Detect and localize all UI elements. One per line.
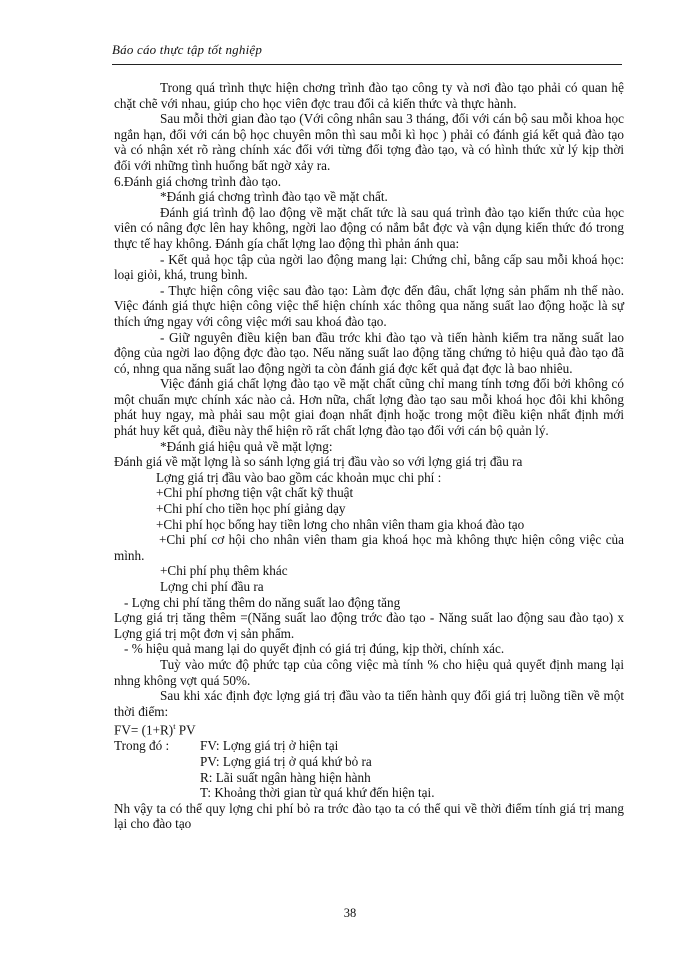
paragraph: Nh vậy ta có thể quy lợng chi phí bỏ ra trớc đào tạo ta có thể qui về thời điểm tính giá trị mang lại cho đào tạo	[114, 800, 624, 832]
page-number: 38	[343, 906, 357, 920]
paragraph: Sau khi xác định đợc lợng giá trị đầu vào ta tiến hành quy đổi giá trị luồng tiền về một thời điểm:	[114, 688, 624, 719]
bullet-paragraph: - Thực hiện công việc sau đào tạo: Làm đợc đến đâu, chất lợng sản phẩm nh thế nào. Việc đánh giá thực hiện công việc thể hiện chính xác thông qua năng suất lao động hoặc là sự thích ứng ngay với công việc mới sau khoá đào tạo.	[114, 282, 624, 329]
subheading: *Đánh giá hiệu quả về mặt lợng:	[160, 438, 333, 454]
definition-row	[114, 770, 624, 786]
header-divider	[112, 64, 622, 65]
formula	[114, 719, 624, 738]
paragraph: Trong quá trình thực hiện chơng trình đào tạo công ty và nơi đào tạo phải có quan hệ chặt chẽ với nhau, giúp cho học viên đợc trau đổi cả kiến thức và thực hành.	[114, 80, 624, 111]
list-item: +Chi phí phơng tiện vật chất kỹ thuật	[156, 485, 354, 501]
bullet-paragraph: - Kết quả học tập của ngời lao động mang lại: Chứng chỉ, bằng cấp sau mỗi khoá học: loại giỏi, khá, trung bình.	[114, 251, 624, 283]
formula-lhs: FV= (1+R)	[114, 722, 174, 738]
paragraph: Tuỳ vào mức độ phức tạp của công việc mà tính % cho hiệu quả quyết định mang lại nhng không vợt quá 50%.	[114, 656, 624, 688]
section-heading: 6.Đánh giá chơng trình đào tạo.	[114, 173, 282, 189]
list-item: +Chi phí học bổng hay tiền lơng cho nhân viên tham gia khoá đào tạo	[156, 516, 525, 532]
paragraph: Lợng giá trị tăng thêm =(Năng suất lao động trớc đào tạo - Năng suất lao động sau đào tạo) x Lợng giá trị một đơn vị sản phẩm.	[114, 610, 624, 641]
page-body	[114, 80, 624, 832]
list-item: +Chi phí cơ hội cho nhân viên tham gia khoá học mà không thực hiện công việc của mình.	[114, 532, 624, 563]
formula-rhs: PV	[175, 722, 196, 738]
list-item: +Chi phí cho tiền học phí giảng dạy	[156, 501, 346, 517]
dash-item: - % hiệu quả mang lại do quyết định có giá trị đúng, kịp thời, chính xác.	[124, 641, 505, 657]
paragraph: Lợng chi phí đầu ra	[160, 579, 264, 594]
definition-fv: FV: Lợng giá trị ở hiện tại	[200, 738, 339, 754]
paragraph: Đánh giá về mặt lợng là so sánh lợng giá trị đầu vào so với lợng giá trị đầu ra	[114, 454, 523, 470]
paragraph: Lợng giá trị đầu vào bao gồm các khoản mục chi phí :	[156, 469, 442, 485]
paragraph: Việc đánh giá chất lợng đào tạo về mặt chất cũng chỉ mang tính tơng đối bởi không có một chuẩn mực chính xác nào cả. Hơn nữa, chất lợng đào tạo sau mỗi khoá học đôi khi không phát huy ngay, mà phải sau một giai đoạn nhất định hoặc trong một điều kiện nhất định mới phát huy kết quả, điều này thể hiện rõ rất chất lợng đào tạo đối với cán bộ quản lý.	[114, 376, 624, 439]
definition-row	[114, 785, 624, 801]
paragraph: Sau mỗi thời gian đào tạo (Với công nhân sau 3 tháng, đối với cán bộ sau mỗi khoa học ngắn hạn, đối với cán bộ học chuyên môn thì sau mỗi kì học ) phải có đánh giá kết quả đào tạo và có nhận xét rõ ràng chính xác đối với từng đối tợng đào tạo, và có hình thức xử lý kịp thời đối với những tình huống bất ngờ xảy ra.	[114, 111, 624, 173]
running-header: Báo cáo thực tập tốt nghiệp	[112, 42, 263, 57]
dash-item: - Lợng chi phí tăng thêm do năng suất lao động tăng	[124, 594, 401, 610]
paragraph: Đánh giá trình độ lao động về mặt chất tức là sau quá trình đào tạo kiến thức của học viên có nâng đợc lên hay không, ngời lao động có nắm bắt đợc và vận dụng kiến thức đó trong thực tế hay không. Đánh gía chất lợng lao động thì phản ánh qua:	[114, 204, 624, 251]
subheading: *Đánh giá chơng trình đào tạo về mặt chất.	[160, 189, 388, 205]
definition-r: R: Lãi suất ngân hàng hiện hành	[200, 769, 371, 785]
definition-row	[114, 738, 624, 754]
definition-pv: PV: Lợng giá trị ở quá khứ bỏ ra	[200, 753, 372, 769]
list-item: +Chi phí phụ thêm khác	[160, 563, 288, 579]
definition-t: T: Khoảng thời gian từ quá khứ đến hiện tại.	[200, 785, 435, 801]
bullet-paragraph: - Giữ nguyên điều kiện ban đầu trớc khi đào tạo và tiến hành kiểm tra năng suất lao động của ngời lao động đợc đào tạo. Nếu năng suất lao động tăng chứng tỏ hiệu quả đào tạo đã có, nhng qua năng suất lao động ngời ta còn đánh giá đợc kết quả đạt đợc là bao nhiêu.	[114, 329, 624, 376]
formula-exponent: t	[173, 722, 176, 732]
definition-row	[114, 754, 624, 770]
definition-label: Trong đó :	[114, 738, 170, 754]
